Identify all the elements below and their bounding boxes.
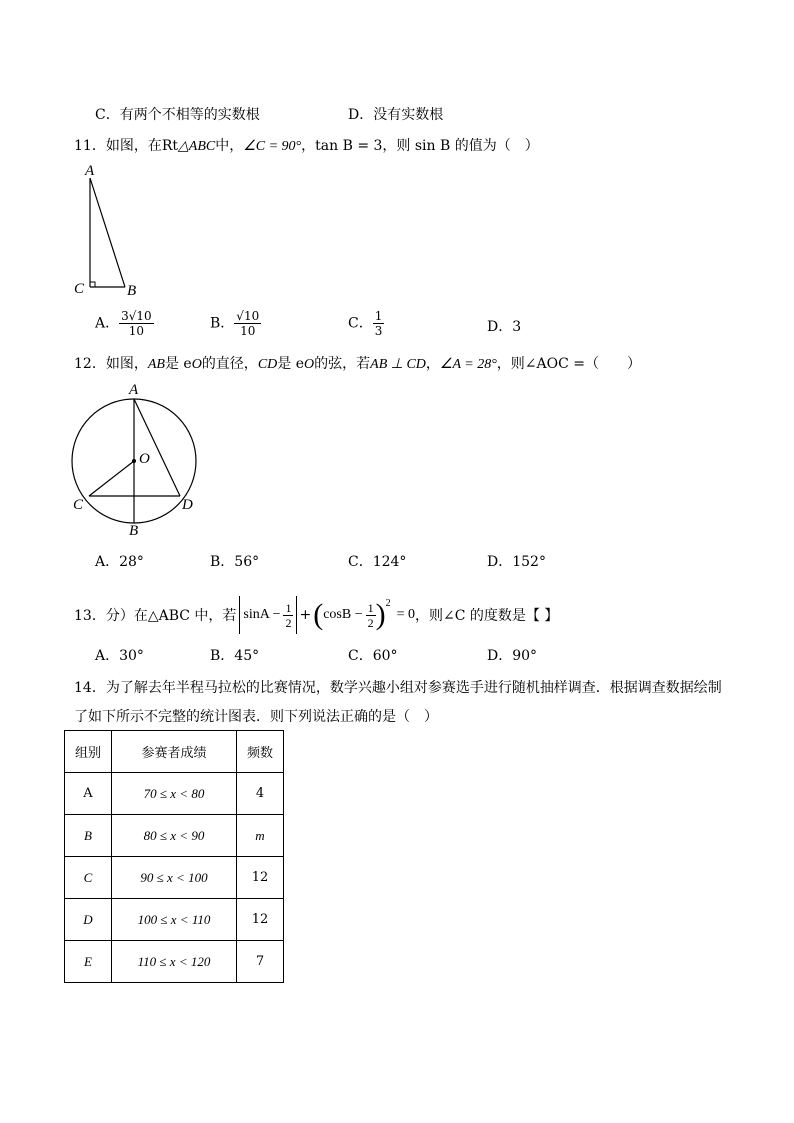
q13-plus: +: [299, 607, 312, 623]
q11-option-d: [487, 316, 521, 336]
cell-frequency: m: [237, 815, 284, 857]
q13-option-b: B．45°: [210, 648, 260, 664]
q11-option-a: [95, 310, 154, 337]
fraction-denominator: 10: [128, 324, 145, 338]
q13-half-2: [366, 602, 376, 629]
cell-group: A: [65, 773, 112, 815]
q12-ab: AB: [147, 357, 165, 372]
q12-o2: O: [304, 357, 315, 372]
q12-text-f: ，: [425, 356, 440, 372]
close-paren: ): [375, 598, 386, 631]
q12-option-b: B．56°: [210, 554, 260, 570]
table-row: [65, 941, 284, 983]
q13-lead: 13．分）在△ABC 中，若: [74, 608, 237, 624]
point-c-label: C: [73, 497, 84, 513]
q13-stem: [74, 596, 558, 634]
option-c-fraction: [373, 310, 385, 337]
q12-circle-figure: [64, 378, 214, 538]
frequency-table: [64, 730, 284, 983]
q12-text-e: 的弦，若: [314, 356, 371, 372]
q13-exponent: 2: [385, 598, 391, 609]
q12-o1: O: [191, 357, 202, 372]
vertex-c-label: C: [74, 281, 85, 297]
side-ab: [90, 178, 125, 287]
cell-frequency: 12: [237, 899, 284, 941]
q13-half-1: [283, 602, 293, 629]
fraction-denominator: 2: [367, 615, 374, 630]
table-row: [65, 899, 284, 941]
q12-tail: ，则∠AOC =（ ）: [496, 356, 642, 372]
right-angle-mark: [90, 282, 95, 287]
cell-score: 90 ≤ x < 100: [112, 857, 237, 899]
point-d-label: D: [182, 497, 193, 513]
table-header-row: [65, 731, 284, 773]
vertex-a-label: A: [85, 163, 95, 179]
header-frequency: 频数: [237, 731, 284, 773]
fraction-denominator: 3: [374, 324, 383, 338]
cell-frequency: 7: [237, 941, 284, 983]
point-b-label: B: [129, 523, 139, 538]
q12-number: 12．如图，: [74, 356, 148, 372]
q11-option-b: [210, 310, 261, 337]
fraction-numerator: 3√10: [121, 309, 152, 323]
q12-option-a: A．28°: [95, 554, 144, 570]
option-b-fraction: [234, 310, 261, 337]
table-row: [65, 773, 284, 815]
option-a-fraction: [119, 310, 154, 337]
q13-cos: cosB −: [323, 607, 363, 622]
cell-group: D: [65, 899, 112, 941]
q13-absolute-value: [239, 596, 297, 634]
q11-stem: [74, 135, 539, 155]
q12-stem: [74, 353, 641, 373]
q13-option-d: D．90°: [487, 648, 538, 664]
q13-squared-term: [313, 600, 390, 630]
q14-stem-line1: 14．为了解去年半程马拉松的比赛情况，数学兴趣小组对参赛选手进行随机抽样调查．根据调查数据绘制: [74, 680, 722, 696]
header-group: 组别: [65, 731, 112, 773]
cell-group: B: [65, 815, 112, 857]
header-score: 参赛者成绩: [112, 731, 237, 773]
q13-tail: ，则∠C 的度数是【 】: [415, 608, 559, 624]
fraction-denominator: 2: [285, 615, 292, 630]
q11-option-c: [348, 310, 384, 337]
q12-option-d: D．152°: [487, 554, 546, 570]
fraction-numerator: 1: [374, 309, 383, 323]
fraction-numerator: 1: [285, 600, 292, 615]
cell-group: C: [65, 857, 112, 899]
q14-stem-line2: 了如下所示不完整的统计图表．则下列说法正确的是（ ）: [74, 709, 438, 725]
option-a-label: A．: [95, 315, 120, 332]
q11-tan: ，tan B = 3: [301, 138, 383, 154]
q13-equals: = 0: [396, 607, 416, 622]
cell-frequency: 12: [237, 857, 284, 899]
q12-text-c: 的直径，: [201, 356, 258, 372]
q10-option-c: C．有两个不相等的实数根: [95, 107, 260, 123]
segment-oc: [89, 461, 134, 496]
q13-sin: sinA −: [243, 607, 281, 622]
q11-triangle: △ABC: [178, 139, 216, 154]
q12-angle: ∠A = 28°: [439, 357, 497, 372]
cell-score: 100 ≤ x < 110: [112, 899, 237, 941]
q11-angle: ∠C = 90°: [243, 139, 302, 154]
fraction-numerator: √10: [236, 309, 260, 323]
table-row: [65, 815, 284, 857]
q11-tail: ，则 sin B 的值为（ ）: [382, 138, 539, 154]
q11-mid: 中，: [215, 138, 244, 154]
q12-perp: AB ⊥ CD: [370, 357, 426, 372]
q11-triangle-figure: [70, 158, 150, 300]
option-d-value: 3: [512, 319, 522, 335]
center-dot: [132, 459, 136, 463]
fraction-numerator: 1: [367, 600, 374, 615]
q10-option-d: D．没有实数根: [348, 107, 444, 123]
cell-frequency: 4: [237, 773, 284, 815]
cell-group: E: [65, 941, 112, 983]
q12-text-d: 是 e: [277, 356, 305, 372]
fraction-denominator: 10: [240, 324, 256, 338]
q11-rt: Rt: [161, 138, 178, 154]
cell-score: 80 ≤ x < 90: [112, 815, 237, 857]
option-d-label: D．: [487, 319, 513, 335]
point-a-label: A: [129, 382, 139, 398]
q13-option-a: A．30°: [95, 648, 144, 664]
vertex-b-label: B: [127, 283, 137, 299]
q12-cd: CD: [257, 357, 278, 372]
option-c-label: C．: [348, 315, 373, 332]
table-row: [65, 857, 284, 899]
cell-score: 70 ≤ x < 80: [112, 773, 237, 815]
q13-option-c: C．60°: [348, 648, 398, 664]
q11-number: 11．如图，在: [74, 138, 162, 154]
q12-option-c: C．124°: [348, 554, 407, 570]
option-b-label: B．: [210, 315, 235, 332]
point-o-label: O: [139, 451, 150, 467]
cell-score: 110 ≤ x < 120: [112, 941, 237, 983]
open-paren: (: [313, 598, 324, 631]
q12-text-b: 是 e: [164, 356, 192, 372]
